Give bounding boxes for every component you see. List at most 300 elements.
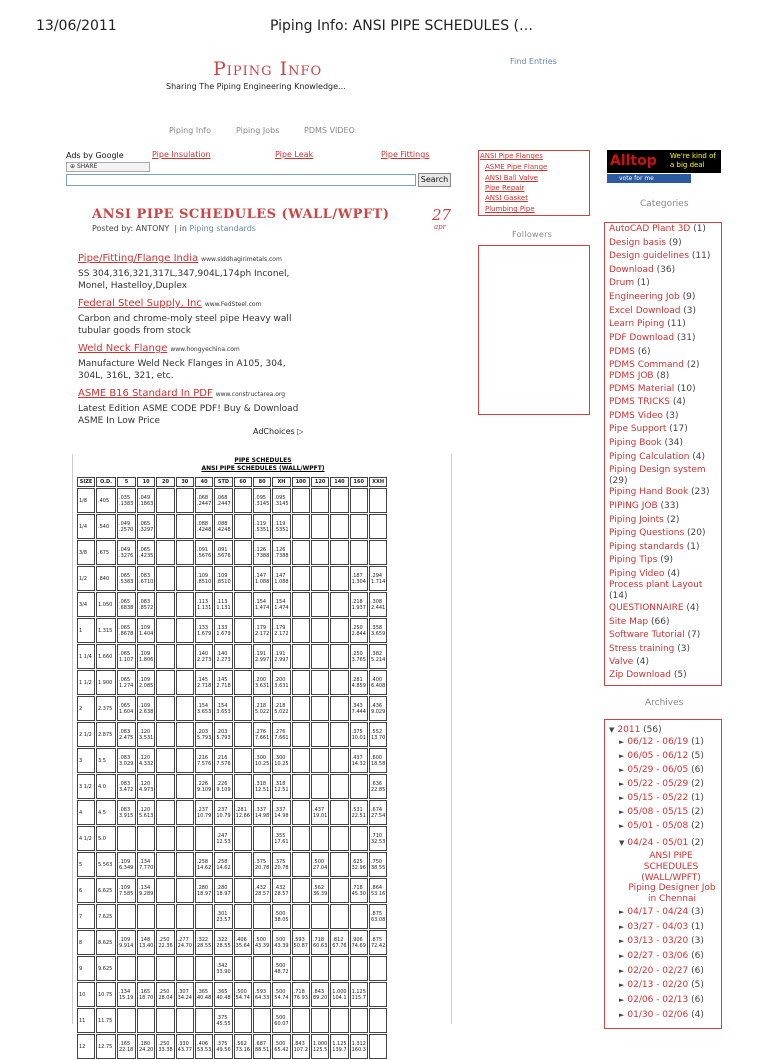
table-cell	[214, 670, 232, 695]
table-cell	[311, 930, 329, 955]
table-cell	[272, 488, 290, 513]
expand-triangle-icon[interactable]: ►	[619, 794, 625, 802]
expand-triangle-icon[interactable]: ►	[619, 738, 625, 746]
cell-weight: 1.604	[119, 708, 134, 715]
cell-weight: 13.40	[139, 942, 154, 949]
cell-weight: 7.444	[351, 708, 366, 715]
cell-weight: 24.70	[177, 942, 192, 949]
archive-label[interactable]: 03/13 - 03/20	[627, 936, 689, 946]
table-cell	[214, 592, 232, 617]
ads-by-google-label[interactable]: Ads by Google	[66, 151, 124, 160]
category-name[interactable]: Piping Joints	[609, 515, 664, 525]
category-item[interactable]	[609, 251, 710, 262]
count-label: (3)	[688, 936, 704, 946]
expand-triangle-icon[interactable]: ►	[619, 923, 625, 931]
count-label: (56)	[640, 725, 662, 735]
cell-wall: .148	[139, 936, 151, 943]
cell-weight: 5.022	[274, 708, 289, 715]
table-cell	[156, 618, 174, 643]
archive-label[interactable]: 02/27 - 03/06	[627, 951, 689, 961]
cell-wall: .500	[274, 936, 286, 943]
archive-post-link[interactable]: ANSI PIPE SCHEDULES (WALL/WPFT)	[641, 851, 701, 883]
category-name[interactable]: AutoCAD Plant 3D	[609, 224, 691, 234]
table-cell	[176, 670, 194, 695]
archive-label[interactable]: 06/05 - 06/12	[627, 751, 689, 761]
table-cell	[253, 644, 271, 669]
cell-wall: .250	[158, 1040, 170, 1047]
table-cell	[117, 800, 136, 825]
archive-label[interactable]: 04/24 - 05/01	[627, 838, 689, 848]
category-name[interactable]: Learn Piping	[609, 319, 665, 329]
archive-label[interactable]: 04/17 - 04/24	[627, 907, 689, 917]
table-row	[77, 982, 387, 1007]
category-name[interactable]: Excel Download	[609, 306, 681, 316]
table-cell	[350, 696, 368, 721]
cell-weight: 15.19	[119, 994, 134, 1001]
expand-triangle-icon[interactable]: ►	[619, 967, 625, 975]
archive-label[interactable]: 01/30 - 02/06	[627, 1010, 689, 1020]
archive-week[interactable]	[619, 765, 704, 775]
table-cell	[311, 670, 329, 695]
table-cell	[369, 488, 387, 513]
category-item[interactable]	[609, 644, 690, 655]
table-cell	[350, 956, 368, 981]
table-cell: 1 1/2	[77, 670, 95, 695]
category-name[interactable]: Valve	[609, 657, 634, 667]
category-name[interactable]: PDMS	[609, 347, 635, 357]
cell-weight: 28.55	[216, 942, 231, 949]
category-name[interactable]: Design guidelines	[609, 251, 690, 261]
cell-wall: .500	[274, 1014, 286, 1021]
table-cell	[137, 592, 155, 617]
tag-link-asme-pipe-flange[interactable]: ASME Pipe Flange	[485, 163, 548, 171]
category-item[interactable]	[609, 224, 706, 235]
table-cell	[195, 1034, 213, 1059]
table-row	[77, 956, 387, 981]
cell-weight: .4248	[216, 526, 231, 533]
adlink-pipe-fittings[interactable]: Pipe Fittings	[381, 150, 430, 159]
cell-wall: .179	[254, 624, 267, 631]
table-row	[77, 826, 387, 851]
table-cell	[311, 488, 329, 513]
collapse-triangle-icon[interactable]: ▼	[619, 839, 625, 847]
table-cell	[156, 748, 174, 773]
cell-wall: .812	[332, 936, 344, 943]
archive-post-link[interactable]: Piping Designer Job in Chennai	[628, 883, 716, 904]
table-cell	[137, 1034, 155, 1059]
category-item[interactable]	[609, 265, 675, 276]
archive-week[interactable]	[619, 966, 704, 976]
archive-week[interactable]	[619, 779, 704, 789]
ad-url[interactable]: www.siddhagirimetals.com	[201, 256, 282, 263]
table-cell	[253, 774, 271, 799]
tag-link-plumbing-pipe[interactable]: Plumbing Pipe	[485, 205, 535, 213]
vote-button[interactable]: vote for me	[607, 174, 691, 183]
category-name[interactable]: Site Map	[609, 617, 649, 627]
category-name[interactable]: PDMS JOB	[609, 371, 654, 381]
table-cell: 1/2	[77, 566, 95, 591]
table-cell	[330, 1008, 348, 1033]
cell-weight: 45.55	[216, 1020, 231, 1027]
table-cell: 1 1/4	[77, 644, 95, 669]
table-cell	[195, 774, 213, 799]
table-cell: 3.5	[96, 748, 116, 773]
category-name[interactable]: Design basis	[609, 238, 667, 248]
cell-weight: .3145	[274, 500, 289, 507]
category-item[interactable]	[609, 360, 700, 371]
table-cell: 4.5	[96, 800, 116, 825]
category-name[interactable]: Process plant Layout	[609, 580, 703, 590]
table-cell	[195, 722, 213, 747]
cell-weight: 49.56	[216, 1046, 231, 1053]
archive-week[interactable]	[619, 1010, 704, 1020]
table-cell	[272, 540, 290, 565]
category-name[interactable]: Drum	[609, 278, 635, 288]
expand-triangle-icon[interactable]: ►	[619, 780, 625, 788]
table-cell	[369, 930, 387, 955]
category-item[interactable]	[609, 487, 710, 498]
tag-links-box	[478, 150, 590, 216]
category-name[interactable]: Piping Design system	[609, 465, 706, 475]
ad-url[interactable]: www.FedSteel.com	[204, 301, 262, 308]
category-item[interactable]	[609, 528, 706, 539]
cell-wall: .500	[274, 988, 286, 995]
cell-wall: .083	[119, 806, 131, 813]
category-item[interactable]	[609, 371, 669, 382]
search-button[interactable]: Search	[418, 173, 451, 187]
cell-wall: .250	[158, 936, 170, 943]
expand-triangle-icon[interactable]: ►	[619, 808, 625, 816]
cell-weight: 64.33	[254, 994, 270, 1001]
adlink-pipe-insulation[interactable]: Pipe Insulation	[152, 150, 211, 159]
archive-week-open[interactable]	[619, 838, 704, 848]
category-item[interactable]	[609, 670, 687, 681]
cell-wall: .191	[274, 650, 286, 657]
table-cell	[292, 644, 310, 669]
cell-weight: 107.2	[293, 1046, 308, 1053]
category-name[interactable]: Engineering Job	[609, 292, 680, 302]
cell-weight: .2447	[196, 500, 212, 507]
category-item[interactable]	[609, 580, 702, 602]
adchoices-link[interactable]: AdChoices ▷	[253, 427, 304, 436]
table-cell: .405	[96, 488, 116, 513]
table-cell	[176, 800, 194, 825]
category-item[interactable]	[609, 465, 706, 487]
expand-triangle-icon[interactable]: ►	[619, 822, 625, 830]
table-cell	[311, 852, 329, 877]
count-label: (8)	[653, 371, 670, 381]
tag-link-ansi-pipe-flanges[interactable]: ANSI Pipe Flanges	[480, 152, 543, 160]
category-name[interactable]: Piping Hand Book	[609, 487, 689, 497]
archive-week[interactable]	[619, 951, 704, 961]
archive-label[interactable]: 03/27 - 04/03	[627, 922, 689, 932]
category-name[interactable]: Download	[609, 265, 654, 275]
table-cell	[272, 930, 290, 955]
cell-wall: .218	[254, 702, 267, 709]
category-item[interactable]	[609, 238, 682, 249]
cell-wall: .687	[254, 1040, 267, 1047]
expand-triangle-icon[interactable]: ►	[619, 981, 625, 989]
table-cell: 3 1/2	[77, 774, 95, 799]
search-input[interactable]	[66, 174, 416, 186]
nav-piping-jobs[interactable]: Piping Jobs	[236, 126, 280, 135]
table-cell	[234, 566, 252, 591]
table-cell	[234, 930, 252, 955]
category-item[interactable]	[609, 424, 688, 435]
cell-wall: .065	[139, 520, 151, 527]
table-cell: 1	[77, 618, 95, 643]
share-label: SHARE	[76, 163, 98, 170]
table-cell	[350, 722, 368, 747]
archive-label[interactable]: 02/13 - 02/20	[627, 980, 689, 990]
category-item[interactable]	[609, 333, 695, 344]
category-item[interactable]	[609, 569, 680, 580]
table-cell	[156, 566, 174, 591]
ad-title[interactable]: Pipe/Fitting/Flange India	[78, 253, 199, 264]
cell-wall: .065	[119, 650, 131, 657]
tag-link-ansi-gasket[interactable]: ANSI Gasket	[485, 194, 528, 202]
count-label: (1)	[683, 542, 700, 552]
cell-weight: .4248	[196, 526, 212, 533]
category-item[interactable]	[609, 657, 649, 668]
table-cell	[176, 696, 194, 721]
archive-week[interactable]	[619, 737, 704, 747]
cell-weight: .7388	[274, 552, 289, 559]
archive-year[interactable]	[609, 725, 662, 735]
category-item[interactable]	[609, 384, 696, 395]
archive-week[interactable]	[619, 907, 704, 917]
category-name[interactable]: Stress training	[609, 644, 675, 654]
cell-weight: 19.01	[312, 812, 328, 819]
cell-weight: 4.332	[139, 760, 154, 767]
cell-wall: .154	[196, 702, 209, 709]
tag-link-ansi-ball-valve[interactable]: ANSI Ball Valve	[485, 174, 538, 182]
expand-triangle-icon[interactable]: ►	[619, 937, 625, 945]
table-cell	[253, 488, 271, 513]
nav-pdms-video[interactable]: PDMS VIDEO	[304, 126, 355, 135]
category-name[interactable]: Piping Book	[609, 438, 662, 448]
ad-url[interactable]: www.constructarea.org	[215, 391, 286, 398]
category-name[interactable]: Piping standards	[609, 542, 684, 552]
table-cell	[156, 1034, 174, 1059]
table-cell	[253, 670, 271, 695]
cell-wall: .134	[119, 988, 131, 995]
archive-week[interactable]	[619, 995, 704, 1005]
table-cell	[234, 618, 252, 643]
category-item[interactable]	[609, 515, 679, 526]
post-meta: Posted by: ANTONY | in Piping standards	[92, 224, 256, 233]
category-name[interactable]: QUESTIONNAIRE	[609, 603, 684, 613]
cell-wall: .375	[216, 1014, 228, 1021]
cell-weight: 14.98	[274, 812, 289, 819]
table-row	[77, 696, 387, 721]
cell-weight: 13.70	[370, 734, 386, 741]
table-cell: 11.75	[96, 1008, 116, 1033]
table-cell	[214, 904, 232, 929]
cell-wall: .276	[254, 728, 267, 735]
pipe-schedule-table	[76, 476, 388, 1060]
expand-triangle-icon[interactable]: ►	[619, 766, 625, 774]
table-cell	[272, 982, 290, 1007]
nav-piping-info[interactable]: Piping Info	[169, 126, 212, 135]
table-cell	[156, 592, 174, 617]
count-label: (1)	[688, 793, 704, 803]
table-cell	[117, 826, 136, 851]
ad-title[interactable]: ASME B16 Standard In PDF	[78, 388, 213, 399]
cell-wall: .226	[196, 780, 209, 787]
archive-week[interactable]	[619, 751, 704, 761]
category-item[interactable]	[609, 411, 679, 422]
collapse-triangle-icon[interactable]: ▼	[609, 726, 615, 734]
post-category-link[interactable]: Piping standards	[189, 224, 256, 233]
expand-triangle-icon[interactable]: ►	[619, 908, 625, 916]
archive-week[interactable]	[619, 922, 704, 932]
cell-wall: .126	[274, 546, 286, 553]
cell-weight: 1.404	[139, 630, 154, 637]
cell-wall: .109	[119, 858, 131, 865]
table-cell: 1/8	[77, 488, 95, 513]
category-name[interactable]: Piping Tips	[609, 555, 658, 565]
category-item[interactable]	[609, 278, 650, 289]
cell-weight: .5351	[274, 526, 289, 533]
followers-box	[478, 245, 590, 415]
category-name[interactable]: Piping Calculation	[609, 452, 690, 462]
category-item[interactable]	[609, 347, 650, 358]
cell-wall: .109	[196, 572, 209, 579]
table-cell	[176, 956, 194, 981]
cell-weight: 63.08	[370, 916, 386, 923]
cell-weight: 22.85	[370, 786, 386, 793]
category-item[interactable]	[609, 452, 705, 463]
cell-weight: 14.32	[351, 760, 366, 767]
cell-wall: .593	[254, 988, 267, 995]
table-cell	[137, 982, 155, 1007]
ad-title[interactable]: Federal Steel Supply, Inc	[78, 298, 202, 309]
table-cell: 6	[77, 878, 95, 903]
archive-label[interactable]: 05/15 - 05/22	[627, 793, 689, 803]
cell-wall: .120	[139, 728, 151, 735]
table-cell	[311, 800, 329, 825]
category-name[interactable]: Piping Video	[609, 569, 665, 579]
table-cell	[253, 566, 271, 591]
category-item[interactable]	[609, 542, 699, 553]
table-header-cell: 30	[176, 477, 194, 487]
table-cell	[117, 956, 136, 981]
print-date: 13/06/2011	[36, 18, 117, 34]
category-item[interactable]	[609, 501, 679, 512]
tag-link-pipe-repair[interactable]: Pipe Repair	[485, 184, 525, 192]
archive-label[interactable]: 06/12 - 06/19	[627, 737, 689, 747]
category-item[interactable]	[609, 292, 695, 303]
table-cell	[195, 800, 213, 825]
table-cell	[311, 722, 329, 747]
table-cell	[253, 800, 271, 825]
archive-label[interactable]: 02/06 - 02/13	[627, 995, 689, 1005]
table-cell	[176, 748, 194, 773]
expand-triangle-icon[interactable]: ►	[619, 1011, 625, 1019]
category-item[interactable]	[609, 555, 673, 566]
category-item[interactable]	[609, 617, 669, 628]
category-item[interactable]	[609, 319, 686, 330]
category-item[interactable]	[609, 603, 699, 614]
cell-weight: 43.39	[254, 942, 270, 949]
cell-wall: .083	[119, 728, 131, 735]
table-cell	[117, 644, 136, 669]
category-name[interactable]: PIPING JOB	[609, 501, 658, 511]
table-cell	[195, 644, 213, 669]
archive-label[interactable]: 05/29 - 06/05	[627, 765, 689, 775]
ad-unit-3	[78, 336, 308, 382]
table-cell	[292, 982, 310, 1007]
category-item[interactable]	[609, 438, 683, 449]
cell-weight: 1.274	[119, 682, 134, 689]
expand-triangle-icon[interactable]: ►	[619, 996, 625, 1004]
post-title[interactable]: ANSI PIPE SCHEDULES (WALL/WPFT)	[92, 207, 390, 222]
count-label: (1)	[690, 224, 706, 234]
cell-weight: 3.631	[274, 682, 289, 689]
expand-triangle-icon[interactable]: ►	[619, 952, 625, 960]
adlink-pipe-leak[interactable]: Pipe Leak	[275, 150, 314, 159]
category-name[interactable]: PDMS Video	[609, 411, 663, 421]
category-name[interactable]: PDMS Command	[609, 360, 684, 370]
archive-week[interactable]	[619, 821, 704, 831]
archive-week[interactable]	[619, 793, 704, 803]
archive-week[interactable]	[619, 936, 704, 946]
cell-wall: .154	[254, 598, 267, 605]
cell-wall: .203	[216, 728, 228, 735]
table-cell	[311, 956, 329, 981]
cell-weight: .7388	[254, 552, 270, 559]
ad-title[interactable]: Weld Neck Flange	[78, 343, 168, 354]
cell-weight: 35.64	[235, 942, 250, 949]
category-name[interactable]: PDF Download	[609, 333, 675, 343]
category-name[interactable]: Software Tutorial	[609, 630, 685, 640]
cell-wall: .843	[293, 1040, 305, 1047]
archive-label[interactable]: 05/01 - 05/08	[627, 821, 689, 831]
blog-tagline: Sharing The Piping Engineering Knowledge...	[166, 82, 346, 91]
blog-title[interactable]: Piping Info	[213, 58, 323, 80]
category-item[interactable]	[609, 306, 696, 317]
table-cell	[350, 540, 368, 565]
cell-wall: .091	[196, 546, 209, 553]
table-cell: 7.625	[96, 904, 116, 929]
cell-wall: .294	[370, 572, 383, 579]
category-name[interactable]: PDMS TRICKS	[609, 397, 671, 407]
archive-label[interactable]: 05/22 - 05/29	[627, 779, 689, 789]
archive-label[interactable]: 02/20 - 02/27	[627, 966, 689, 976]
archive-week[interactable]	[619, 980, 704, 990]
category-name[interactable]: PDMS Material	[609, 384, 675, 394]
table-row	[77, 930, 387, 955]
category-item[interactable]	[609, 397, 686, 408]
table-cell	[214, 540, 232, 565]
cell-weight: 6.349	[119, 864, 134, 871]
share-button[interactable]	[66, 162, 150, 172]
category-item[interactable]	[609, 630, 700, 641]
category-name[interactable]: Zip Download	[609, 670, 671, 680]
archive-label[interactable]: 2011	[617, 725, 641, 735]
expand-triangle-icon[interactable]: ►	[619, 752, 625, 760]
category-name[interactable]: Piping Questions	[609, 528, 685, 538]
cell-weight: 7.576	[216, 760, 231, 767]
count-label: (7)	[684, 630, 701, 640]
archive-week[interactable]	[619, 807, 704, 817]
alltop-badge[interactable]	[607, 150, 721, 173]
table-cell	[272, 592, 290, 617]
archive-label[interactable]: 05/08 - 05/15	[627, 807, 689, 817]
ad-url[interactable]: www.hongyechina.com	[170, 346, 240, 353]
category-name[interactable]: Pipe Support	[609, 424, 667, 434]
